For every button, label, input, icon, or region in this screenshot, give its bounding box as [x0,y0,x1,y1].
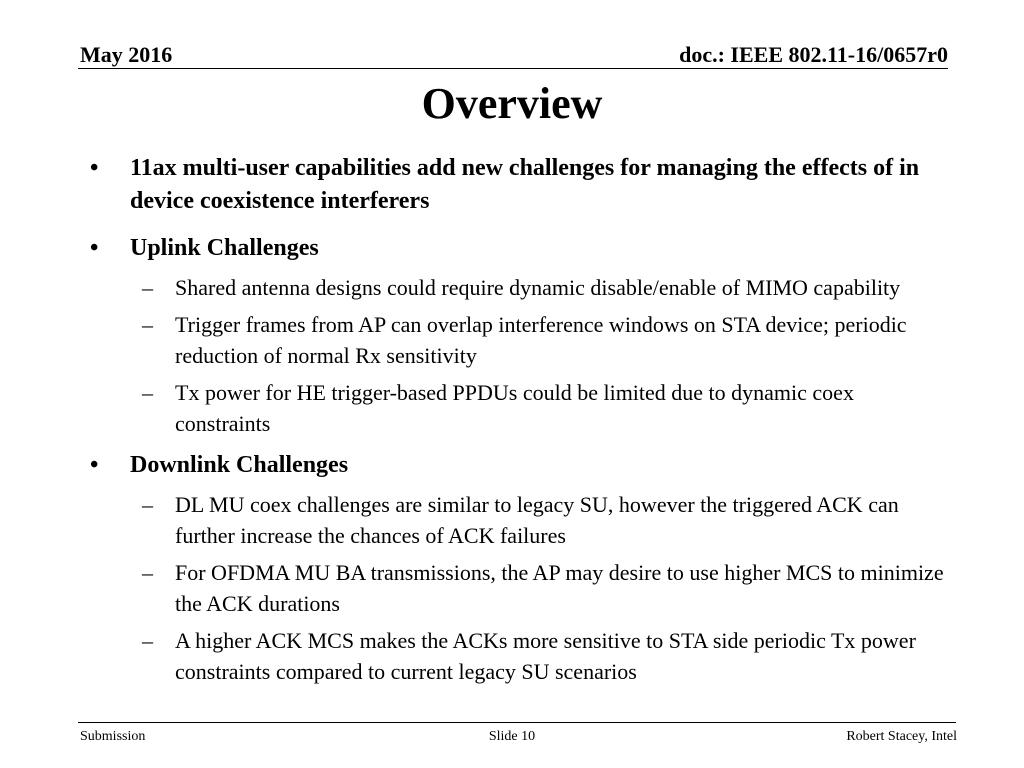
bullet-uplink [90,232,950,265]
bullet-intro-text: 11ax multi-user capabilities add new challenges for managing the effects of in device coexistence interferers [130,155,920,214]
list-item [90,557,950,619]
list-item [90,377,950,439]
header-doc-id: doc.: IEEE 802.11-16/0657r0 [679,42,948,67]
downlink-heading: Downlink Challenges [130,452,349,478]
list-item-text: DL MU coex challenges are similar to legacy SU, however the triggered ACK can further increase the chances of ACK failures [175,492,899,548]
list-item [90,625,950,687]
bullet-dot-icon: • [90,235,99,261]
bullet-intro [90,152,950,218]
dash-icon: – [142,380,153,405]
list-item [90,489,950,551]
slide-title: Overview [421,79,603,128]
list-item-text: For OFDMA MU BA transmissions, the AP may desire to use higher MCS to minimize the ACK durations [175,560,944,616]
header-divider [78,68,948,69]
uplink-subitems [90,272,950,439]
dash-icon: – [142,312,153,337]
list-item-text: Tx power for HE trigger-based PPDUs could be limited due to dynamic coex constraints [175,380,854,436]
downlink-subitems [90,489,950,687]
dash-icon: – [142,275,153,300]
list-item [90,309,950,371]
list-item [90,272,950,303]
bullet-downlink [90,449,950,482]
dash-icon: – [142,492,153,517]
list-item-text: Shared antenna designs could require dynamic disable/enable of MIMO capability [175,275,901,300]
slide-body [90,152,950,697]
footer-submission: Submission [80,729,146,744]
uplink-heading: Uplink Challenges [130,235,319,261]
dash-icon: – [142,560,153,585]
bullet-dot-icon: • [90,452,99,478]
header-date: May 2016 [80,42,173,67]
footer-slide-number: Slide 10 [488,729,536,744]
bullet-dot-icon: • [90,155,99,181]
footer-divider [78,722,956,723]
list-item-text: A higher ACK MCS makes the ACKs more sensitive to STA side periodic Tx power constraints compared to current legacy SU scenarios [175,628,916,684]
footer-author: Robert Stacey, Intel [846,729,957,744]
dash-icon: – [142,628,153,653]
list-item-text: Trigger frames from AP can overlap interference windows on STA device; periodic reduction of normal Rx sensitivity [175,312,907,368]
